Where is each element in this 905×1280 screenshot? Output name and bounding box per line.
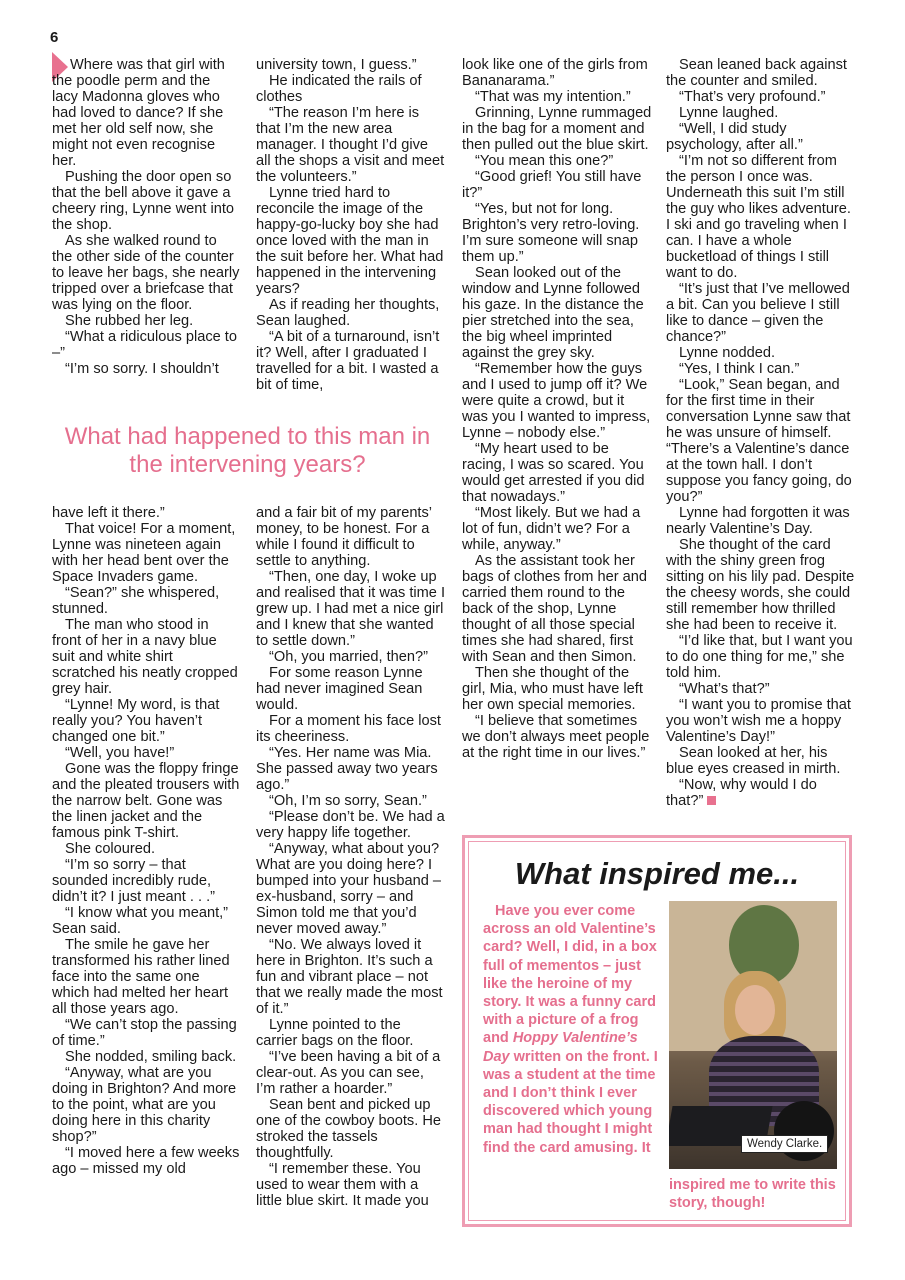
paragraph: Lynne had forgotten it was nearly Valentine’s Day. (666, 505, 850, 537)
paragraph: and a fair bit of my parents’ money, to be honest. For a while I found it difficult to settle to anything. (256, 505, 432, 569)
paragraph: Lynne laughed. (679, 105, 779, 121)
paragraph: The man who stood in front of her in a navy blue suit and white shirt scratched his neatly cropped grey hair. (52, 617, 238, 697)
paragraph: “Oh, I’m so sorry, Sean.” (269, 793, 427, 809)
paragraph: Sean looked at her, his blue eyes creased in mirth. (666, 745, 841, 777)
page-number: 6 (50, 29, 59, 46)
paragraph: “Oh, you married, then?” (269, 649, 428, 665)
photo-caption: Wendy Clarke. (741, 1135, 828, 1153)
paragraph: “Yes, I think I can.” (679, 361, 800, 377)
photo-face (735, 985, 775, 1035)
paragraph: “It’s just that I’ve mellowed a bit. Can you believe I still like to dance – given the chance?” (666, 281, 850, 345)
paragraph: have left it there.” (52, 505, 165, 521)
paragraph: Lynne nodded. (679, 345, 776, 361)
paragraph: Lynne pointed to the carrier bags on the floor. (256, 1017, 414, 1049)
paragraph: “I know what you meant,” Sean said. (52, 905, 229, 937)
paragraph: “The reason I’m here is that I’m the new area manager. I thought I’d give all the shops a visit and meet the volunteers.” (256, 105, 445, 185)
box-text-part-b: written on the front. I was a student at the time and I don’t think I ever discovered which young man had thought I might find the card amusing. It (483, 1048, 658, 1156)
paragraph: “Remember how the guys and I used to jump off it? We were quite a crowd, but it was you I wanted to impress, Lynne – nobody else.” (462, 361, 651, 441)
paragraph: The smile he gave her transformed his rather lined face into the same one which had melted her heart all those years ago. (52, 937, 230, 1017)
paragraph: “No. We always loved it here in Brighton. It’s such a fun and vibrant place – not that we really made the most of it.” (256, 937, 443, 1017)
paragraph: “My heart used to be racing, I was so scared. You would get arrested if you did that nowadays.” (462, 441, 645, 505)
paragraph: “Sean?” she whispered, stunned. (52, 585, 220, 617)
paragraph: “What a ridiculous place to –” (52, 329, 237, 361)
paragraph: For a moment his face lost its cheeriness. (256, 713, 441, 745)
paragraph: “I’m so sorry. I shouldn’t (65, 361, 219, 377)
paragraph: “Well, you have!” (65, 745, 175, 761)
paragraph: “You mean this one?” (475, 153, 614, 169)
paragraph: “Yes, but not for long. Brighton’s very retro-loving. I’m sure someone will snap them up.” (462, 201, 640, 265)
paragraph: Pushing the door open so that the bell above it gave a cheery ring, Lynne went into the shop. (52, 169, 234, 233)
paragraph: “Most likely. But we had a lot of fun, didn’t we? For a while, anyway.” (462, 505, 641, 553)
paragraph: Then she thought of the girl, Mia, who must have left her own special memories. (462, 665, 643, 713)
paragraph: Grinning, Lynne rummaged in the bag for a moment and then pulled out the blue skirt. (462, 105, 652, 153)
paragraph: She coloured. (65, 841, 156, 857)
paragraph: Sean looked out of the window and Lynne followed his gaze. In the distance the pier stretched into the sea, the big wheel imprinted against the grey sky. (462, 265, 644, 361)
paragraph: “Look,” Sean began, and for the first time in their conversation Lynne saw that he was unsure of himself. “There’s a Valentine’s dance at the town hall. I don’t suppose you fancy going, do you?” (666, 377, 852, 505)
box-text-italic: Hoppy Valentine’s Day (483, 1030, 638, 1065)
paragraph: “Now, why would I do that?” (666, 777, 817, 809)
paragraph: “That was my intention.” (475, 89, 631, 105)
column-1-top (52, 57, 240, 377)
paragraph: “Then, one day, I woke up and realised that it was time I grew up. I had met a nice girl and I knew that she wanted to settle down.” (256, 569, 445, 649)
paragraph: Sean bent and picked up one of the cowboy boots. He stroked the tassels thoughtfully. (256, 1097, 441, 1161)
paragraph: He indicated the rails of clothes (256, 73, 422, 105)
paragraph: Sean leaned back against the counter and smiled. (666, 57, 847, 89)
paragraph: For some reason Lynne had never imagined Sean would. (256, 665, 423, 713)
paragraph: Where was that girl with the poodle perm and the lacy Madonna gloves who had loved to dance? If she met her old self now, she might not even recognise her. (52, 57, 225, 169)
paragraph: “What’s that?” (679, 681, 770, 697)
box-text (483, 902, 661, 1157)
paragraph: That voice! For a moment, Lynne was nineteen again with her head bent over the Space Invaders game. (52, 521, 236, 585)
paragraph: She rubbed her leg. (65, 313, 194, 329)
column-3 (462, 57, 652, 761)
box-text-end: inspired me to write this story, though! (669, 1177, 836, 1212)
paragraph: look like one of the girls from Bananarama.” (462, 57, 648, 89)
paragraph: “Please don’t be. We had a very happy life together. (256, 809, 445, 841)
end-of-story-mark-icon (707, 796, 716, 805)
paragraph: “Well, I did study psychology, after all.” (666, 121, 803, 153)
paragraph: “I’ve been having a bit of a clear-out. As you can see, I’m rather a hoarder.” (256, 1049, 441, 1097)
paragraph: “Anyway, what are you doing in Brighton? And more to the point, what are you doing here in this charity shop?” (52, 1065, 237, 1145)
paragraph: As she walked round to the other side of the counter to leave her bags, she nearly tripped over a briefcase that was lying on the floor. (52, 233, 240, 313)
box-text-part-a: Have you ever come across an old Valentine’s card? Well, I did, in a box full of mementos – just like the heroine of my story. It was a funny card with a picture of a frog and (483, 903, 657, 1047)
author-photo (669, 901, 837, 1169)
paragraph: “I remember these. You used to wear them with a little blue skirt. It made you (256, 1161, 429, 1209)
column-4 (666, 57, 856, 809)
paragraph: Lynne tried hard to reconcile the image of the happy-go-lucky boy she had once loved with the man in the suit before her. What had happened in the intervening years? (256, 185, 444, 297)
paragraph: “Yes. Her name was Mia. She passed away two years ago.” (256, 745, 438, 793)
paragraph: She nodded, smiling back. (65, 1049, 237, 1065)
paragraph: “I’d like that, but I want you to do one thing for me,” she told him. (666, 633, 853, 681)
column-1-bottom (52, 505, 240, 1177)
paragraph: “That’s very profound.” (679, 89, 826, 105)
paragraph: “I moved here a few weeks ago – missed my old (52, 1145, 240, 1177)
pull-quote: What had happened to this man in the intervening years? (64, 423, 431, 478)
box-title: What inspired me... (514, 856, 800, 891)
paragraph: “Lynne! My word, is that really you? You haven’t changed one bit.” (52, 697, 220, 745)
paragraph: “I believe that sometimes we don’t always meet people at the right time in our lives.” (462, 713, 650, 761)
paragraph: “I’m so sorry – that sounded incredibly rude, didn’t it? I just meant . . .” (52, 857, 216, 905)
column-2-bottom (256, 505, 446, 1209)
paragraph: Gone was the floppy fringe and the pleated trousers with the narrow belt. Gone was the linen jacket and the famous pink T-shirt. (52, 761, 240, 841)
paragraph: university town, I guess.” (256, 57, 417, 73)
column-2-top (256, 57, 446, 393)
paragraph: “We can’t stop the passing of time.” (52, 1017, 237, 1049)
paragraph: As the assistant took her bags of clothes from her and carried them round to the back of the shop, Lynne thought of all those special times she had shared, first with Sean and then Simon. (462, 553, 647, 665)
paragraph: “A bit of a turnaround, isn’t it? Well, after I graduated I travelled for a bit. I wasted a bit of time, (256, 329, 440, 393)
paragraph: “Anyway, what about you? What are you doing here? I bumped into your husband – ex-husband, sorry – and Simon told me that you’d never moved away.” (256, 841, 441, 937)
paragraph: She thought of the card with the shiny green frog sitting on his lily pad. Despite the cheesy words, she could still remember how thrilled she had been to receive it. (666, 537, 855, 633)
inspiration-box (462, 835, 852, 1227)
paragraph: “I want you to promise that you won’t wish me a hoppy Valentine’s Day!” (666, 697, 851, 745)
paragraph: “Good grief! You still have it?” (462, 169, 642, 201)
paragraph: As if reading her thoughts, Sean laughed. (256, 297, 440, 329)
paragraph: “I’m not so different from the person I once was. Underneath this suit I’m still the guy who likes adventure. I ski and go traveling when I can. I have a whole bucketload of things I still want to do. (666, 153, 851, 281)
